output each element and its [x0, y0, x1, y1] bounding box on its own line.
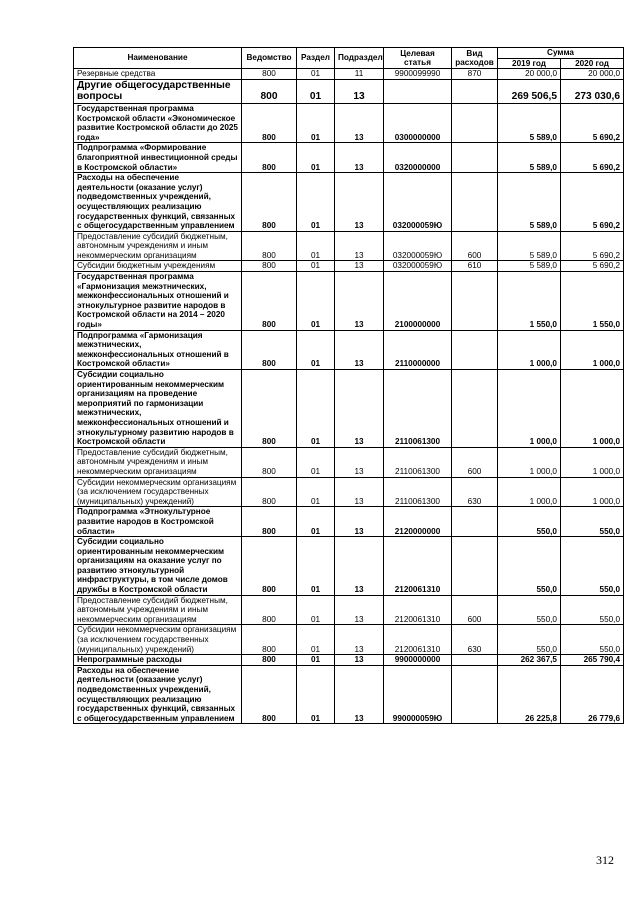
- cell-subsection: 13: [335, 477, 384, 507]
- table-row: [74, 477, 624, 507]
- cell-y2020: 550,0: [561, 537, 624, 596]
- cell-y2019: 269 506,5: [498, 79, 561, 103]
- cell-type: 600: [452, 231, 498, 261]
- cell-y2019: 20 000,0: [498, 69, 561, 80]
- cell-section: 01: [297, 655, 335, 666]
- cell-y2019: 5 589,0: [498, 103, 561, 142]
- cell-name: Субсидии социально ориентированным некоммерческим организациям на проведение мероприятий по гармонизации межэтнических, межконфессиональных отношений и этнокультурному развитию народов в Костромской области: [74, 370, 242, 448]
- table-row: [74, 79, 624, 103]
- table-row: [74, 272, 624, 331]
- cell-y2020: 5 690,2: [561, 231, 624, 261]
- cell-name: Субсидии социально ориентированным некоммерческим организациям на оказание услуг по развитию этнокультурной инфраструктуры, в том числе домов дружбы в Костромской области: [74, 537, 242, 596]
- cell-type: [452, 655, 498, 666]
- cell-name: Предоставление субсидий бюджетным, автономным учреждениям и иным некоммерческим организациям: [74, 447, 242, 477]
- cell-section: 01: [297, 625, 335, 655]
- cell-y2019: 1 000,0: [498, 477, 561, 507]
- cell-type: [452, 507, 498, 537]
- header-type: Вид расходов: [452, 48, 498, 69]
- cell-subsection: 13: [335, 79, 384, 103]
- cell-subsection: 13: [335, 370, 384, 448]
- table-row: [74, 231, 624, 261]
- cell-dept: 800: [242, 272, 297, 331]
- table-row: [74, 69, 624, 80]
- cell-y2019: 1 550,0: [498, 272, 561, 331]
- header-year-2020: 2020 год: [561, 58, 624, 69]
- cell-target: 2110061300: [384, 370, 452, 448]
- cell-dept: 800: [242, 537, 297, 596]
- cell-dept: 800: [242, 330, 297, 369]
- cell-subsection: 13: [335, 507, 384, 537]
- cell-name: Государственная программа Костромской области «Экономическое развитие Костромской области до 2025 года»: [74, 103, 242, 142]
- cell-subsection: 13: [335, 625, 384, 655]
- cell-type: 870: [452, 69, 498, 80]
- header-dept: Ведомство: [242, 48, 297, 69]
- table-row: [74, 655, 624, 666]
- cell-target: 2110061300: [384, 477, 452, 507]
- cell-y2020: 550,0: [561, 507, 624, 537]
- cell-section: 01: [297, 665, 335, 724]
- cell-y2020: 20 000,0: [561, 69, 624, 80]
- cell-section: 01: [297, 537, 335, 596]
- cell-dept: 800: [242, 143, 297, 173]
- cell-section: 01: [297, 173, 335, 232]
- header-target: Целевая статья: [384, 48, 452, 69]
- cell-type: 600: [452, 447, 498, 477]
- cell-dept: 800: [242, 173, 297, 232]
- cell-type: [452, 103, 498, 142]
- header-name: Наименование: [74, 48, 242, 69]
- table-row: [74, 447, 624, 477]
- cell-subsection: 13: [335, 330, 384, 369]
- cell-name: Другие общегосударственные вопросы: [74, 79, 242, 103]
- cell-y2019: 26 225,8: [498, 665, 561, 724]
- cell-section: 01: [297, 595, 335, 625]
- cell-subsection: 11: [335, 69, 384, 80]
- cell-y2020: 1 000,0: [561, 370, 624, 448]
- cell-name: Расходы на обеспечение деятельности (оказание услуг) подведомственных учреждений, осуществляющих реализацию государственных функций, связанных с общегосударственным управлением: [74, 665, 242, 724]
- cell-target: 2110061300: [384, 447, 452, 477]
- cell-y2019: 5 589,0: [498, 261, 561, 272]
- budget-table: [73, 47, 624, 724]
- cell-y2020: 265 790,4: [561, 655, 624, 666]
- cell-dept: 800: [242, 595, 297, 625]
- table-row: [74, 625, 624, 655]
- page-number: 312: [596, 853, 614, 867]
- cell-y2019: 1 000,0: [498, 447, 561, 477]
- cell-y2019: 550,0: [498, 507, 561, 537]
- cell-name: Предоставление субсидий бюджетным, автономным учреждениям и иным некоммерческим организациям: [74, 231, 242, 261]
- table-row: [74, 173, 624, 232]
- cell-target: [384, 79, 452, 103]
- cell-y2019: 1 000,0: [498, 370, 561, 448]
- header-year-2019: 2019 год: [498, 58, 561, 69]
- cell-type: 610: [452, 261, 498, 272]
- cell-target: 032000059Ю: [384, 173, 452, 232]
- cell-name: Подпрограмма «Формирование благоприятной инвестиционной среды в Костромской области»: [74, 143, 242, 173]
- cell-dept: 800: [242, 370, 297, 448]
- cell-dept: 800: [242, 447, 297, 477]
- cell-subsection: 13: [335, 665, 384, 724]
- table-row: [74, 143, 624, 173]
- cell-y2019: 550,0: [498, 595, 561, 625]
- cell-type: [452, 272, 498, 331]
- cell-type: [452, 537, 498, 596]
- table-row: [74, 595, 624, 625]
- cell-name: Подпрограмма «Этнокультурное развитие народов в Костромской области»: [74, 507, 242, 537]
- cell-dept: 800: [242, 655, 297, 666]
- cell-section: 01: [297, 143, 335, 173]
- table-row: [74, 261, 624, 272]
- cell-section: 01: [297, 103, 335, 142]
- cell-subsection: 13: [335, 595, 384, 625]
- cell-y2019: 5 589,0: [498, 231, 561, 261]
- cell-y2019: 262 367,5: [498, 655, 561, 666]
- cell-subsection: 13: [335, 447, 384, 477]
- cell-y2020: 5 690,2: [561, 261, 624, 272]
- cell-y2019: 550,0: [498, 537, 561, 596]
- cell-type: [452, 330, 498, 369]
- cell-type: [452, 143, 498, 173]
- table-row: [74, 507, 624, 537]
- header-sum: Сумма: [498, 48, 624, 59]
- cell-dept: 800: [242, 103, 297, 142]
- cell-target: 9900099990: [384, 69, 452, 80]
- cell-target: 032000059Ю: [384, 231, 452, 261]
- cell-subsection: 13: [335, 173, 384, 232]
- cell-subsection: 13: [335, 537, 384, 596]
- table-row: [74, 330, 624, 369]
- cell-type: [452, 173, 498, 232]
- cell-type: 600: [452, 595, 498, 625]
- cell-section: 01: [297, 272, 335, 331]
- cell-dept: 800: [242, 507, 297, 537]
- cell-target: 0300000000: [384, 103, 452, 142]
- cell-y2019: 1 000,0: [498, 330, 561, 369]
- cell-y2020: 5 690,2: [561, 103, 624, 142]
- cell-name: Субсидии некоммерческим организациям (за исключением государственных (муниципальных) учреждений): [74, 477, 242, 507]
- cell-y2020: 26 779,6: [561, 665, 624, 724]
- cell-target: 2100000000: [384, 272, 452, 331]
- header-subsection: Подраздел: [335, 48, 384, 69]
- table-row: [74, 370, 624, 448]
- cell-y2020: 1 550,0: [561, 272, 624, 331]
- cell-dept: 800: [242, 69, 297, 80]
- cell-section: 01: [297, 477, 335, 507]
- cell-target: 2110000000: [384, 330, 452, 369]
- cell-dept: 800: [242, 625, 297, 655]
- cell-subsection: 13: [335, 261, 384, 272]
- cell-section: 01: [297, 507, 335, 537]
- table-body: [74, 69, 624, 724]
- cell-name: Непрограммные расходы: [74, 655, 242, 666]
- cell-type: [452, 370, 498, 448]
- cell-name: Резервные средства: [74, 69, 242, 80]
- cell-type: 630: [452, 625, 498, 655]
- cell-name: Расходы на обеспечение деятельности (оказание услуг) подведомственных учреждений, осуществляющих реализацию государственных функций, связанных с общегосударственным управлением: [74, 173, 242, 232]
- cell-target: 2120061310: [384, 625, 452, 655]
- cell-type: [452, 79, 498, 103]
- cell-subsection: 13: [335, 272, 384, 331]
- cell-y2020: 5 690,2: [561, 143, 624, 173]
- cell-y2020: 1 000,0: [561, 447, 624, 477]
- cell-section: 01: [297, 370, 335, 448]
- cell-dept: 800: [242, 261, 297, 272]
- cell-dept: 800: [242, 231, 297, 261]
- cell-target: 2120000000: [384, 507, 452, 537]
- cell-section: 01: [297, 447, 335, 477]
- header-section: Раздел: [297, 48, 335, 69]
- cell-subsection: 13: [335, 143, 384, 173]
- cell-section: 01: [297, 69, 335, 80]
- cell-subsection: 13: [335, 231, 384, 261]
- cell-subsection: 13: [335, 103, 384, 142]
- cell-name: Субсидии бюджетным учреждениям: [74, 261, 242, 272]
- cell-dept: 800: [242, 477, 297, 507]
- cell-target: 990000059Ю: [384, 665, 452, 724]
- cell-section: 01: [297, 231, 335, 261]
- cell-y2019: 5 589,0: [498, 143, 561, 173]
- cell-target: 032000059Ю: [384, 261, 452, 272]
- cell-dept: 800: [242, 79, 297, 103]
- cell-y2020: 550,0: [561, 625, 624, 655]
- cell-target: 2120061310: [384, 537, 452, 596]
- cell-section: 01: [297, 330, 335, 369]
- table-row: [74, 665, 624, 724]
- cell-dept: 800: [242, 665, 297, 724]
- cell-name: Субсидии некоммерческим организациям (за исключением государственных (муниципальных) учреждений): [74, 625, 242, 655]
- table-row: [74, 103, 624, 142]
- table-row: [74, 537, 624, 596]
- cell-y2020: 273 030,6: [561, 79, 624, 103]
- cell-name: Государственная программа «Гармонизация межэтнических, межконфессиональных отношений и этнокультурное развитие народов в Костромской области на 2014 – 2020 годы»: [74, 272, 242, 331]
- cell-subsection: 13: [335, 655, 384, 666]
- cell-section: 01: [297, 79, 335, 103]
- cell-name: Предоставление субсидий бюджетным, автономным учреждениям и иным некоммерческим организациям: [74, 595, 242, 625]
- cell-type: 630: [452, 477, 498, 507]
- cell-name: Подпрограмма «Гармонизация межэтнических, межконфессиональных отношений в Костромской области»: [74, 330, 242, 369]
- cell-target: 0320000000: [384, 143, 452, 173]
- cell-y2019: 550,0: [498, 625, 561, 655]
- cell-y2020: 1 000,0: [561, 330, 624, 369]
- cell-type: [452, 665, 498, 724]
- cell-y2020: 5 690,2: [561, 173, 624, 232]
- cell-target: 9900000000: [384, 655, 452, 666]
- cell-y2020: 1 000,0: [561, 477, 624, 507]
- cell-y2020: 550,0: [561, 595, 624, 625]
- cell-target: 2120061310: [384, 595, 452, 625]
- cell-section: 01: [297, 261, 335, 272]
- cell-y2019: 5 589,0: [498, 173, 561, 232]
